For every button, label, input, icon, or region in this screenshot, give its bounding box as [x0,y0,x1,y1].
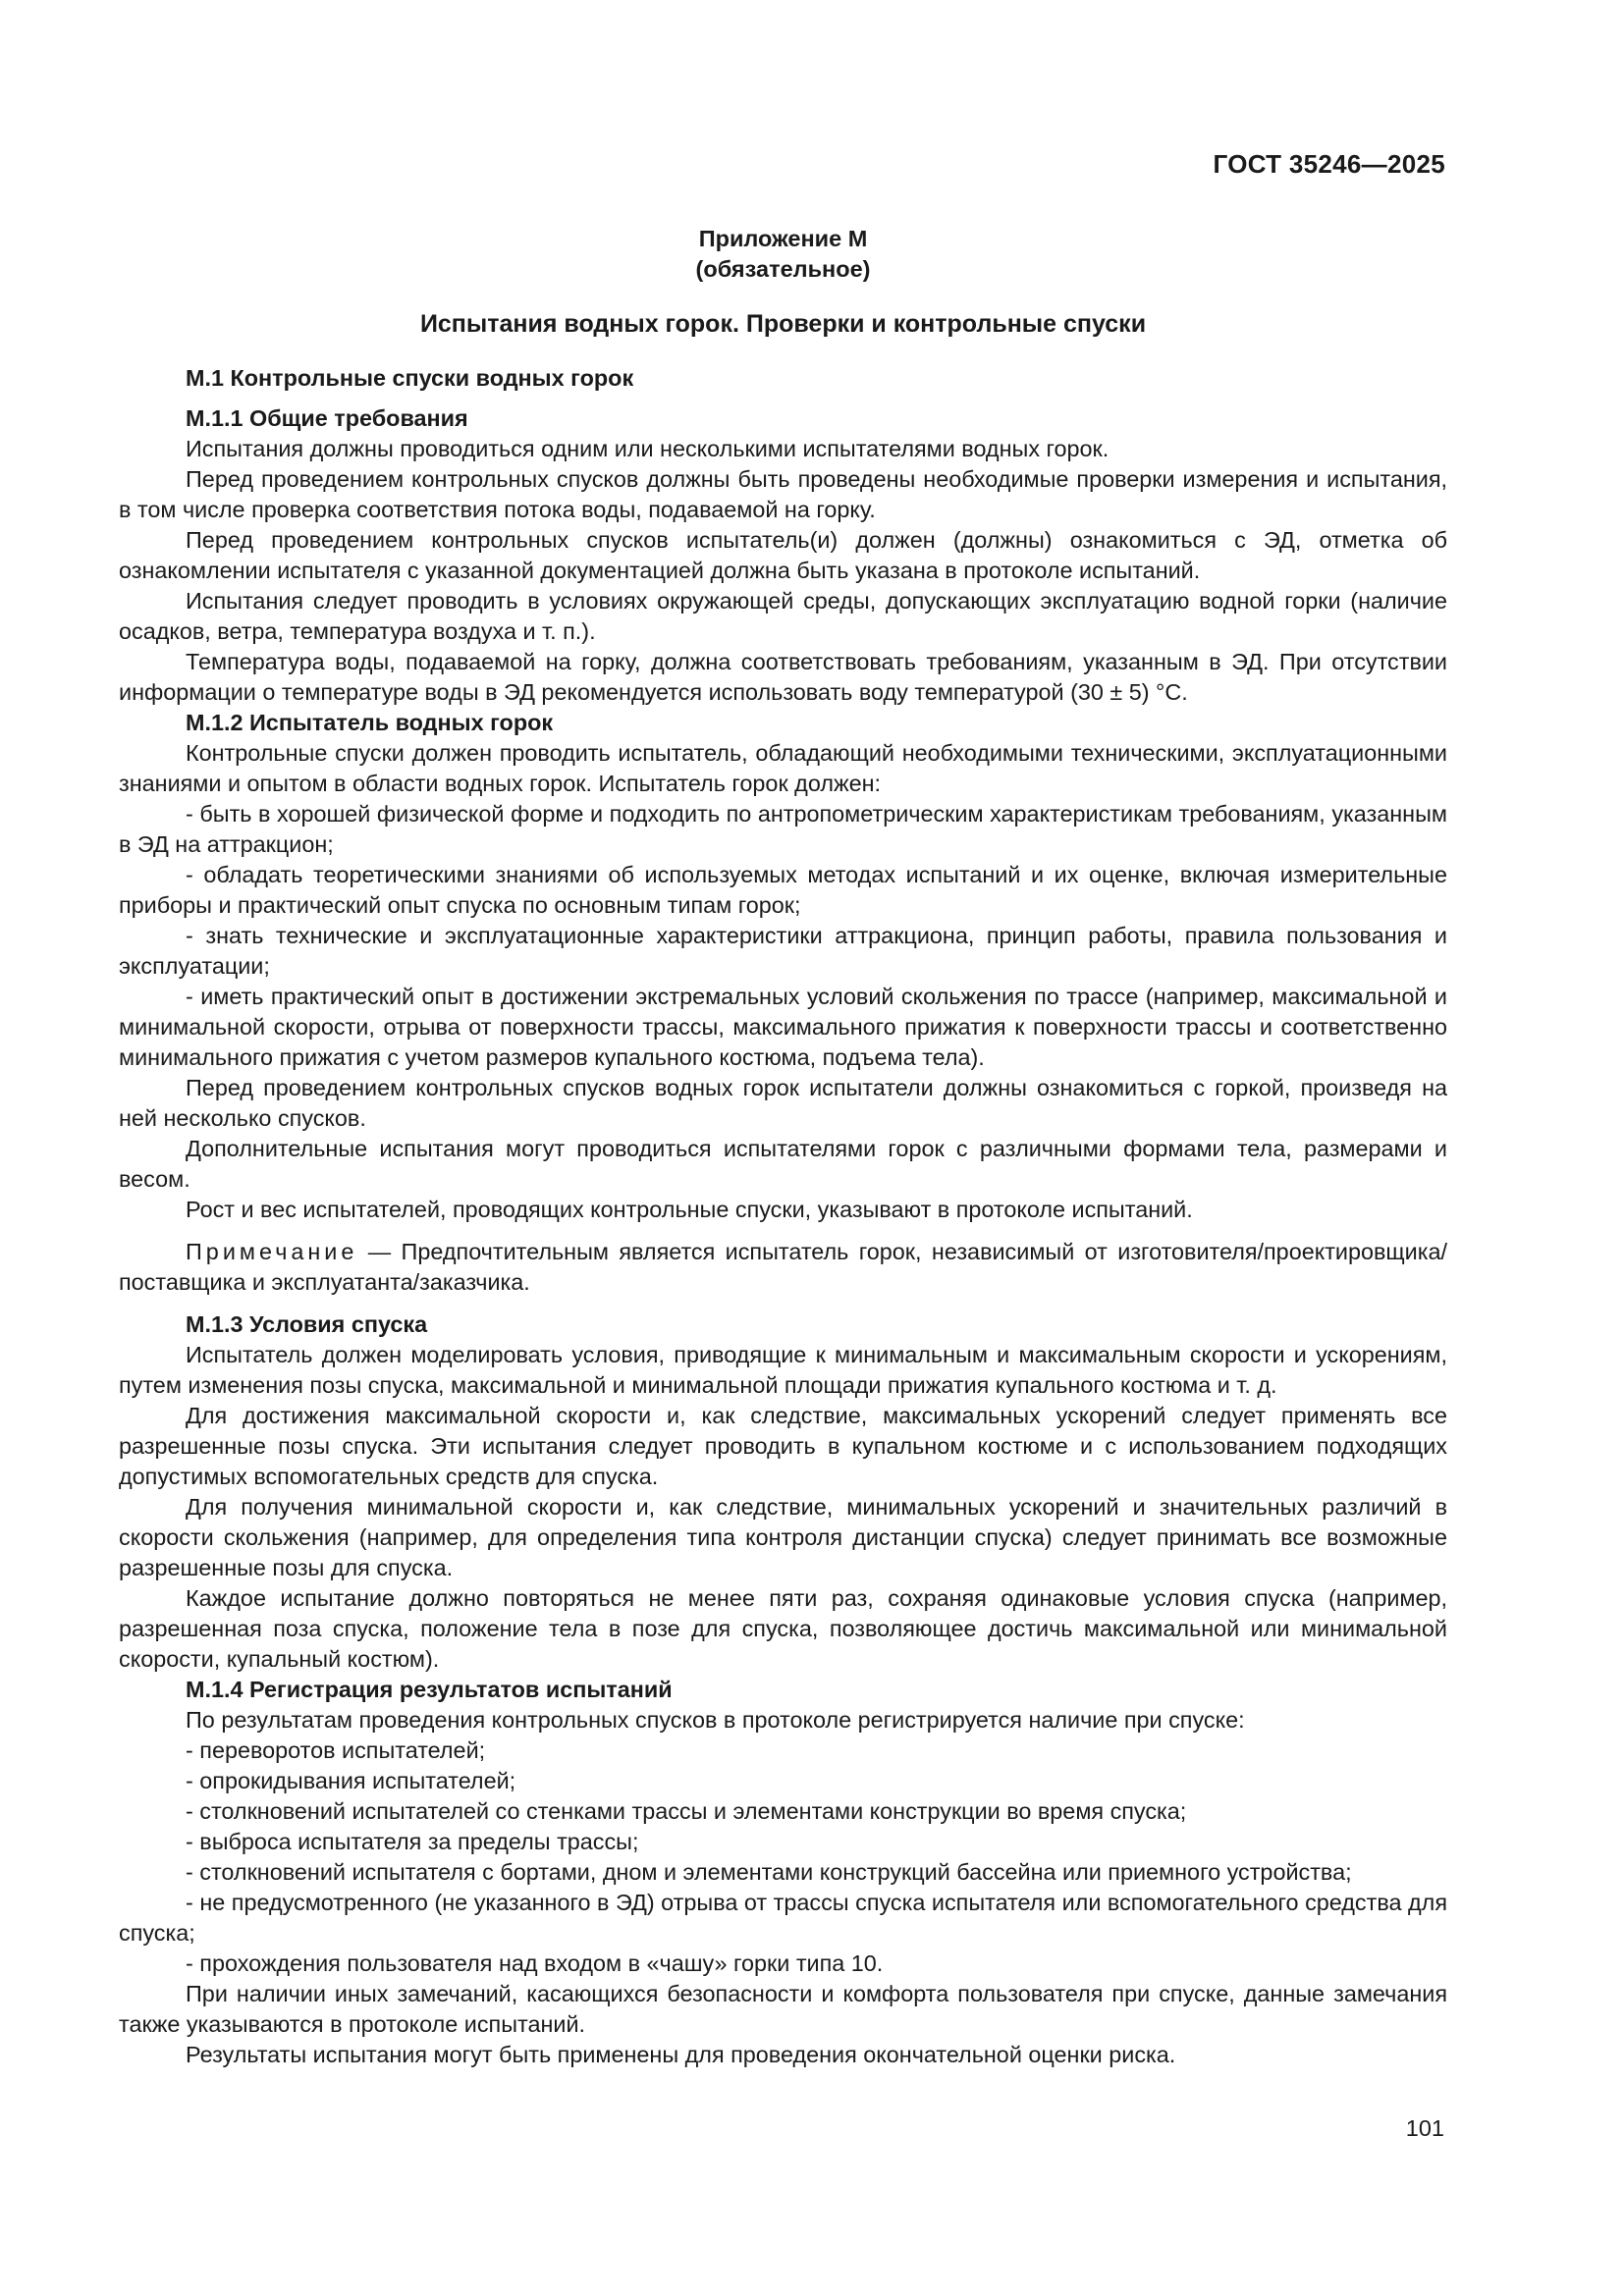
paragraph: Дополнительные испытания могут проводиться испытателями горок с различными формами тела, размерами и весом. [119,1136,1447,1192]
paragraph: Температура воды, подаваемой на горку, должна соответствовать требованиям, указанным в ЭД. При отсутствии информации о температуре воды в ЭД рекомендуется использовать воду температурой (30 ± 5) °С. [119,649,1447,705]
list-item: - иметь практический опыт в достижении экстремальных условий скольжения по трассе (например, максимальной и минимальной скорости, отрыва от поверхности трассы, максимального прижатия к поверхности трассы и соответственно минимального прижатия с учетом размеров купального костюма, подъема тела). [119,984,1447,1070]
section-m13-heading: М.1.3 Условия спуска [186,1311,428,1337]
paragraph: Испытания следует проводить в условиях окружающей среды, допускающих эксплуатацию водной горки (наличие осадков, ветра, температура воздуха и т. п.). [119,588,1447,644]
section-m12-heading: М.1.2 Испытатель водных горок [186,710,554,735]
list-item: - не предусмотренного (не указанного в ЭД) отрыва от трассы спуска испытателя или вспомогательного средства для спуска; [119,1890,1447,1946]
paragraph: Рост и вес испытателей, проводящих контрольные спуски, указывают в протоколе испытаний. [186,1197,1193,1222]
list-item: - быть в хорошей физической форме и подходить по антропометрическим характеристикам требованиям, указанным в ЭД на аттракцион; [119,801,1447,857]
standard-designation: ГОСТ 35246—2025 [1213,149,1445,179]
appendix-status: (обязательное) [695,256,871,282]
paragraph: Каждое испытание должно повторяться не менее пяти раз, сохраняя одинаковые условия спуска (например, разрешенная поза спуска, положение тела в позе для спуска, позволяющее достичь максимальной или минимальной скорости, купальный костюм). [119,1585,1447,1672]
list-item: - прохождения пользователя над входом в «чашу» горки типа 10. [186,1950,884,1976]
paragraph: Контрольные спуски должен проводить испытатель, обладающий необходимыми техническими, эксплуатационными знаниями и опытом в области водных горок. Испытатель горок должен: [119,740,1447,796]
note-text: — Предпочтительным является испытатель горок, независимый от изготовителя/проектировщика/поставщика и эксплуатанта/заказчика. [119,1239,1447,1295]
note-label: Примечание [186,1239,358,1264]
page-number: 101 [1405,2115,1444,2141]
section-m11-heading: М.1.1 Общие требования [186,405,468,431]
list-item: - обладать теоретическими знаниями об используемых методах испытаний и их оценке, включая измерительные приборы и практический опыт спуска по основным типам горок; [119,862,1447,918]
paragraph: Перед проведением контрольных спусков водных горок испытатели должны ознакомиться с горкой, произведя на ней несколько спусков. [119,1075,1447,1131]
list-item: - опрокидывания испытателей; [186,1768,516,1793]
paragraph: При наличии иных замечаний, касающихся безопасности и комфорта пользователя при спуске, данные замечания также указываются в протоколе испытаний. [119,1981,1447,2037]
paragraph: Перед проведением контрольных спусков должны быть проведены необходимые проверки измерения и испытания, в том числе проверка соответствия потока воды, подаваемой на горку. [119,466,1447,522]
list-item: - столкновений испытателя с бортами, дном и элементами конструкций бассейна или приемного устройства; [186,1859,1352,1885]
paragraph: Испытания должны проводиться одним или несколькими испытателями водных горок. [186,436,1110,461]
appendix-heading: Испытания водных горок. Проверки и контрольные спуски [419,310,1147,338]
paragraph: Для получения минимальной скорости и, как следствие, минимальных ускорений и значительных различий в скорости скольжения (например, для определения типа контроля дистанции спуска) следует принимать все возможные разрешенные позы для спуска. [119,1494,1447,1580]
page-content [119,224,1447,2070]
paragraph: По результатам проведения контрольных спусков в протоколе регистрируется наличие при спуске: [186,1707,1245,1733]
paragraph: Для достижения максимальной скорости и, как следствие, максимальных ускорений следует применять все разрешенные позы спуска. Эти испытания следует проводить в купальном костюме и с использованием подходящих допустимых вспомогательных средств для спуска. [119,1403,1447,1489]
list-item: - переворотов испытателей; [186,1737,486,1763]
list-item: - столкновений испытателей со стенками трассы и элементами конструкции во время спуска; [186,1798,1187,1824]
section-m14-heading: М.1.4 Регистрация результатов испытаний [186,1677,673,1702]
list-item: - выброса испытателя за пределы трассы; [186,1829,639,1854]
list-item: - знать технические и эксплуатационные характеристики аттракциона, принцип работы, правила пользования и эксплуатации; [119,923,1447,979]
paragraph: Испытатель должен моделировать условия, приводящие к минимальным и максимальным скорости и ускорениям, путем изменения позы спуска, максимальной и минимальной площади прижатия купального костюма и т. д. [119,1342,1447,1398]
paragraph: Перед проведением контрольных спусков испытатель(и) должен (должны) ознакомиться с ЭД, отметка об ознакомлении испытателя с указанной документацией должна быть указана в протоколе испытаний. [119,527,1447,583]
appendix-title: Приложение М [698,226,868,251]
paragraph: Результаты испытания могут быть применены для проведения окончательной оценки риска. [186,2042,1176,2067]
note [119,1237,1447,1298]
section-m1-heading: М.1 Контрольные спуски водных горок [186,365,634,391]
